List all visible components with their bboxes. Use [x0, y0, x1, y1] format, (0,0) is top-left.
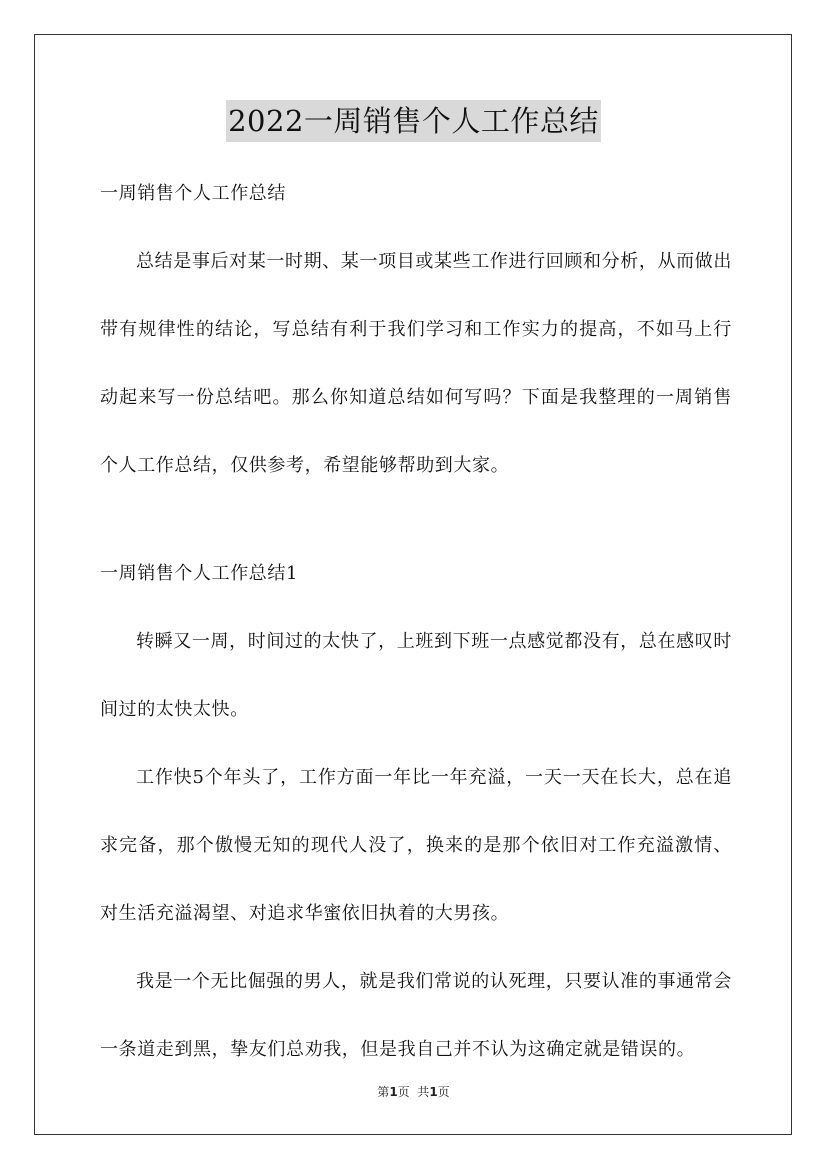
footer-page-prefix: 第 [377, 1085, 390, 1099]
document-body [100, 160, 732, 1084]
footer-page-suffix: 页 [437, 1085, 450, 1099]
paragraph: 转瞬又一周，时间过的太快了，上班到下班一点感觉都没有，总在感叹时间过的太快太快。 [100, 631, 732, 720]
document-title: 2022一周销售个人工作总结 [226, 100, 601, 142]
footer-page-mid: 页 共 [397, 1085, 430, 1099]
footer-page-total: 1 [429, 1085, 438, 1099]
paragraph: 总结是事后对某一时期、某一项目或某些工作进行回顾和分析，从而做出带有规律性的结论，写总结有利于我们学习和工作实力的提高，不如马上行动起来写一份总结吧。那么你知道总结如何写吗？下面是我整理的一周销售个人工作总结，仅供参考，希望能够帮助到大家。 [100, 251, 732, 476]
title-container [0, 100, 827, 142]
paragraph: 一周销售个人工作总结1 [100, 563, 299, 584]
paragraph: 一周销售个人工作总结 [100, 183, 286, 204]
paragraph: 工作快5个年头了，工作方面一年比一年充溢，一天一天在长大，总在追求完备，那个傲慢无知的现代人没了，换来的是那个依旧对工作充溢激情、对生活充溢渴望、对追求华蜜依旧执着的大男孩。 [100, 767, 732, 924]
footer-page-current: 1 [389, 1085, 398, 1099]
page-footer [0, 1083, 827, 1100]
paragraph: 我是一个无比倔强的男人，就是我们常说的认死理，只要认准的事通常会一条道走到黑，挚友们总劝我，但是我自己并不认为这确定就是错误的。 [100, 971, 732, 1060]
